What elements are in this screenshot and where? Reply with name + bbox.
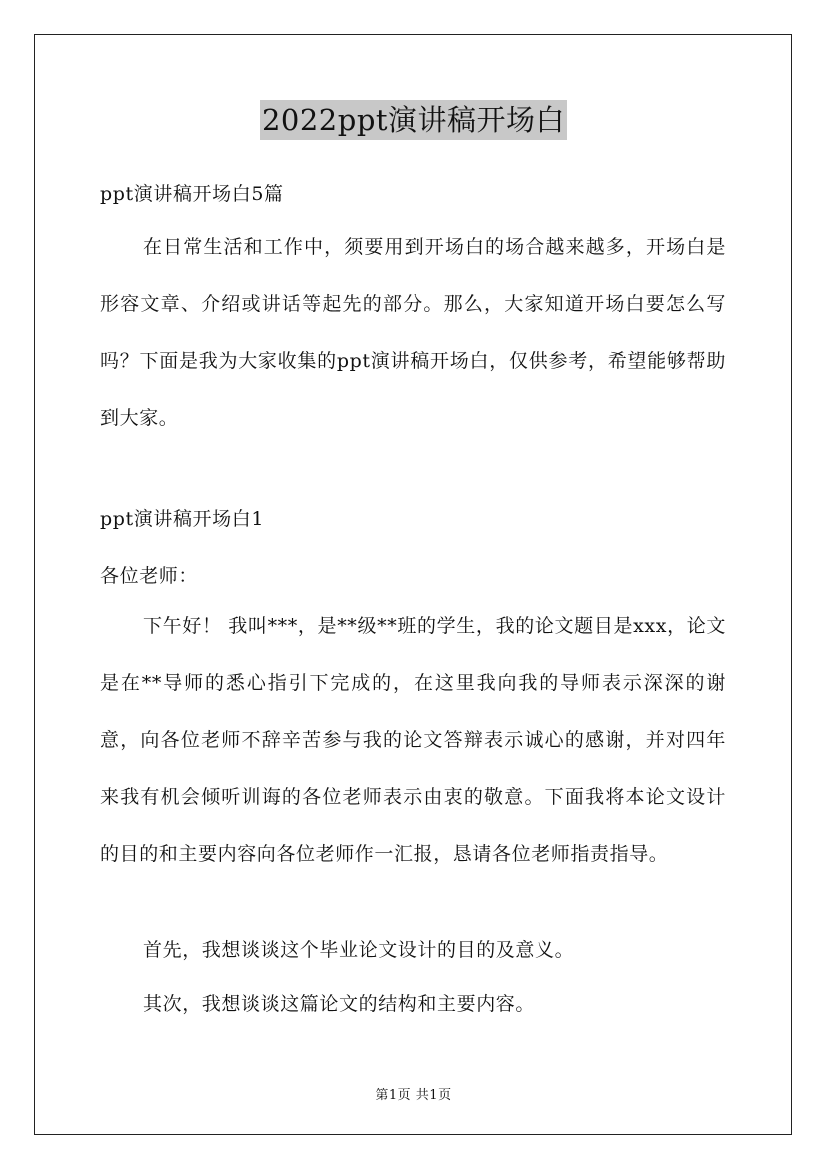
intro-paragraph: 在日常生活和工作中，须要用到开场白的场合越来越多，开场白是形容文章、介绍或讲话等起先的部分。那么，大家知道开场白要怎么写吗？下面是我为大家收集的ppt演讲稿开场白，仅供参考，希望能够帮助到大家。 xyxy=(100,236,726,429)
salutation: 各位老师： xyxy=(100,565,199,587)
document-title: 2022ppt演讲稿开场白 xyxy=(260,100,567,140)
body-paragraph: 下午好！ 我叫***，是**级**班的学生，我的论文题目是xxx，论文是在**导师的悉心指引下完成的，在这里我向我的导师表示深深的谢意，向各位老师不辞辛苦参与我的论文答辩表示诚心的感谢，并对四年来我有机会倾听训诲的各位老师表示由衷的敬意。下面我将本论文设计的目的和主要内容向各位老师作一汇报，恳请各位老师指责指导。 xyxy=(100,615,726,865)
second-point: 其次，我想谈谈这篇论文的结构和主要内容。 xyxy=(143,993,536,1015)
page-footer: 第1页 共1页 xyxy=(375,1088,452,1103)
first-point: 首先，我想谈谈这个毕业论文设计的目的及意义。 xyxy=(143,939,575,961)
document-subtitle: ppt演讲稿开场白5篇 xyxy=(100,183,284,205)
title-container xyxy=(0,100,827,140)
section-heading: ppt演讲稿开场白1 xyxy=(100,508,265,530)
